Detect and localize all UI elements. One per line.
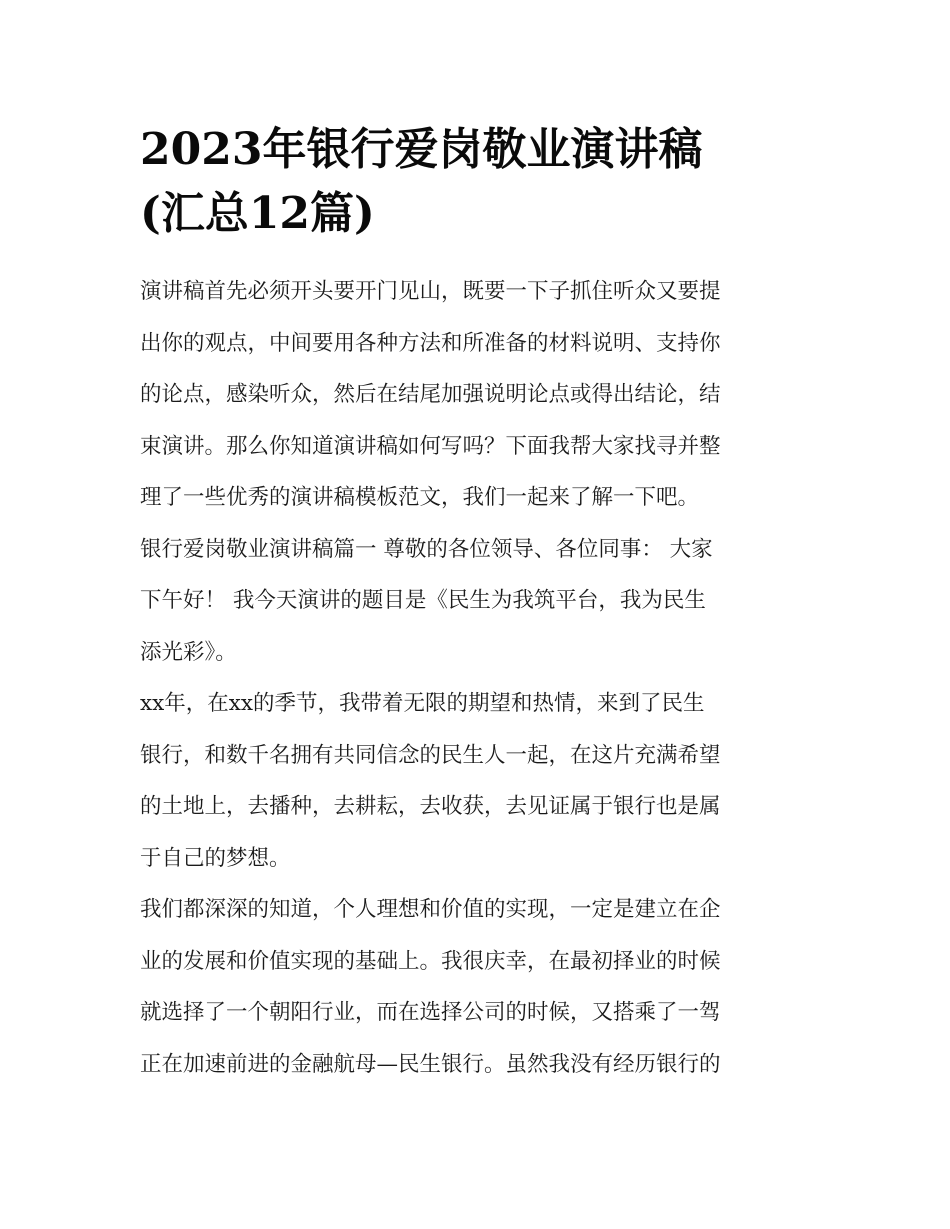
- paragraph-greeting: [140, 524, 812, 679]
- text-line: 我们都深深的知道，个人理想和价值的实现，一定是建立在企: [140, 897, 721, 922]
- text-line: 银行爱岗敬业演讲稿篇一 尊敬的各位领导、各位同事： 大家: [140, 536, 713, 562]
- document-body: [140, 266, 812, 1090]
- document-title: [140, 118, 812, 246]
- text-line: 出你的观点，中间要用各种方法和所准备的材料说明、支持你: [140, 330, 721, 356]
- paragraph-intro: [140, 266, 812, 524]
- text-line: 演讲稿首先必须开头要开门见山，既要一下子抓住听众又要提: [140, 279, 721, 304]
- text-line: 的土地上，去播种，去耕耘，去收获，去见证属于银行也是属: [140, 794, 721, 819]
- text-line: 正在加速前进的金融航母—民生银行。虽然我没有经历银行的: [140, 1051, 721, 1077]
- text-line: 添光彩》。: [140, 639, 237, 665]
- text-line: 下午好！ 我今天演讲的题目是《民生为我筑平台，我为民生: [140, 588, 706, 613]
- title-line-1: 2023年银行爱岗敬业演讲稿: [140, 124, 703, 175]
- document-page: [140, 118, 812, 1090]
- paragraph-arrival: [140, 678, 812, 884]
- text-line: xx年，在xx的季节，我带着无限的期望和热情，来到了民生: [140, 691, 705, 716]
- text-line: 于自己的梦想。: [140, 845, 291, 871]
- text-line: 银行，和数千名拥有共同信念的民生人一起，在这片充满希望: [140, 742, 721, 768]
- text-line: 就选择了一个朝阳行业，而在选择公司的时候，又搭乘了一驾: [140, 1000, 721, 1025]
- title-line-2: (汇总12篇): [140, 188, 375, 239]
- text-line: 束演讲。那么你知道演讲稿如何写吗？下面我帮大家找寻并整: [140, 433, 721, 459]
- text-line: 的论点，感染听众，然后在结尾加强说明论点或得出结论，结: [140, 382, 721, 407]
- text-line: 理了一些优秀的演讲稿模板范文，我们一起来了解一下吧。: [140, 485, 700, 510]
- text-line: 业的发展和价值实现的基础上。我很庆幸，在最初择业的时候: [140, 948, 721, 974]
- paragraph-ideals: [140, 884, 812, 1090]
